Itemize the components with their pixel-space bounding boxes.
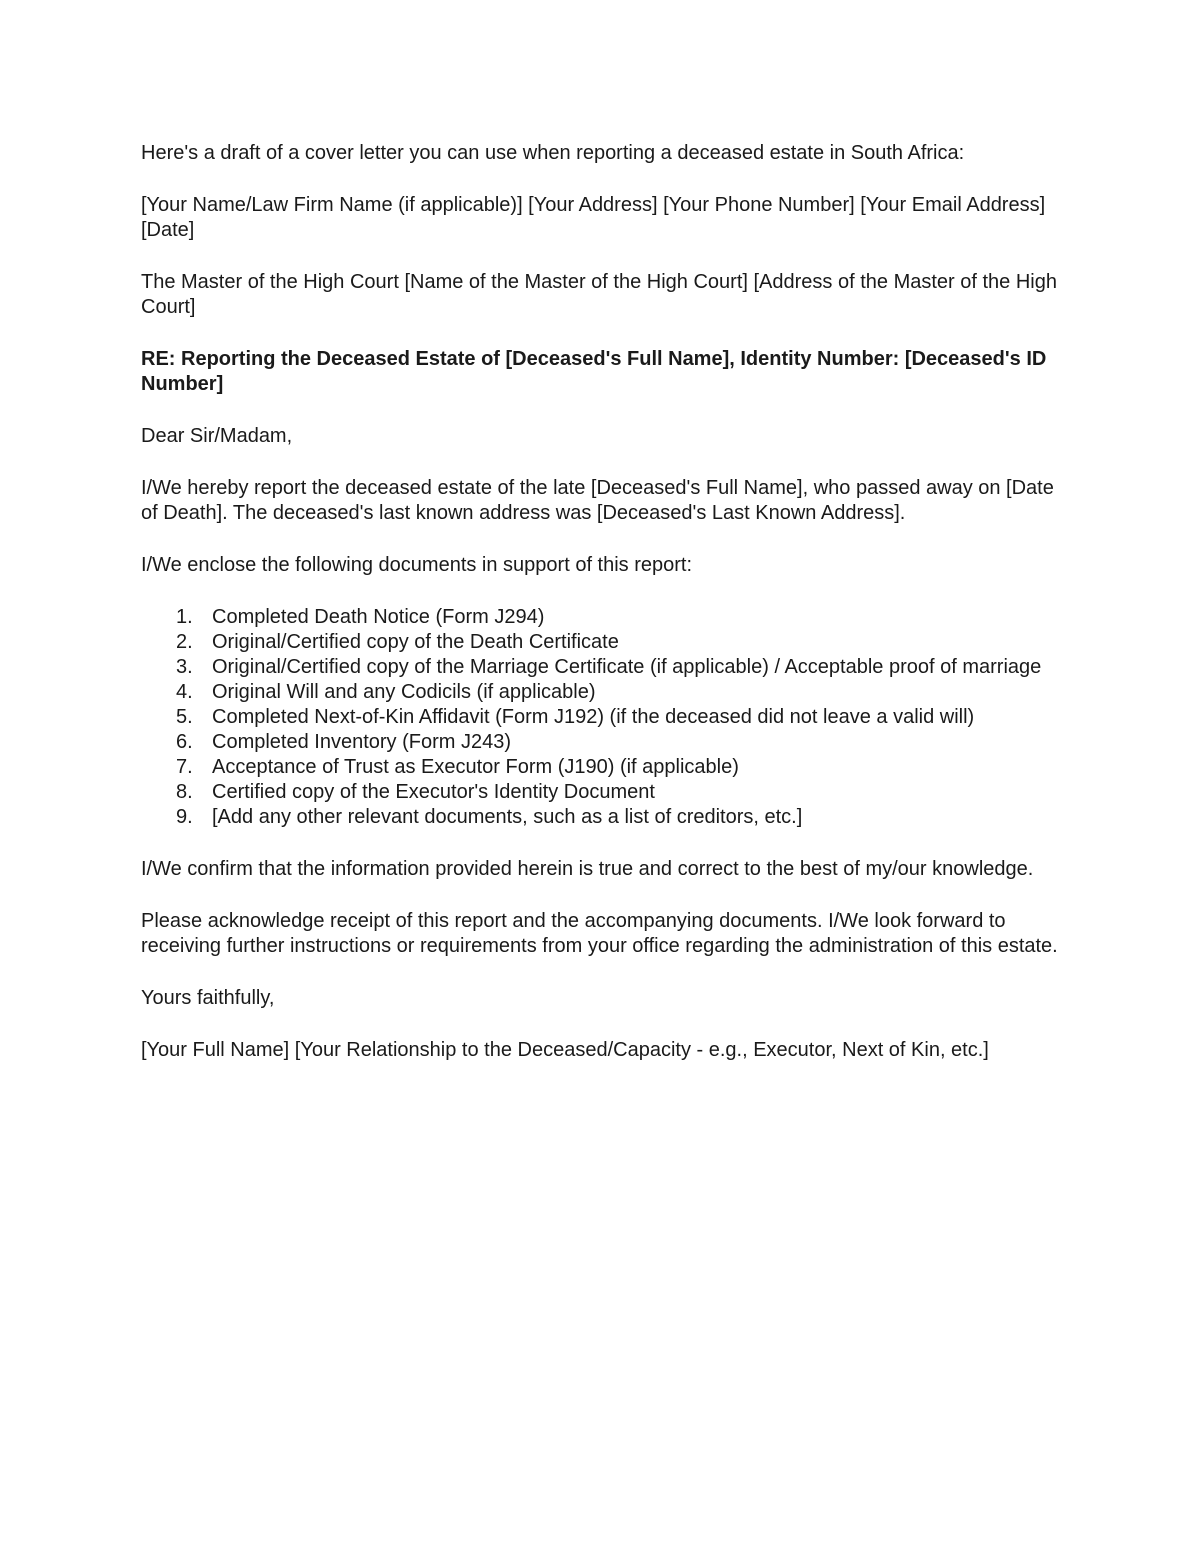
document-list — [141, 605, 1066, 830]
list-item-text: Certified copy of the Executor's Identity Document — [212, 781, 655, 803]
list-item-number: 8. — [176, 781, 193, 803]
letter-page — [141, 141, 1066, 1090]
list-item-number: 2. — [176, 631, 193, 653]
list-item — [141, 630, 1066, 655]
list-item — [141, 805, 1066, 830]
confirmation-paragraph: I/We confirm that the information provided herein is true and correct to the best of my/our knowledge. — [141, 858, 1034, 880]
list-item-number: 7. — [176, 756, 193, 778]
enclosure-intro: I/We enclose the following documents in support of this report: — [141, 554, 693, 576]
report-paragraph: I/We hereby report the deceased estate of the late [Deceased's Full Name], who passed away on [Date of Death]. The deceased's last known address was [Deceased's Last Known Address]. — [141, 477, 1054, 524]
list-item — [141, 705, 1066, 730]
list-item-number: 5. — [176, 706, 193, 728]
recipient-block: The Master of the High Court [Name of the Master of the High Court] [Address of the Master of the High Court] — [141, 271, 1057, 318]
list-item-number: 3. — [176, 656, 193, 678]
list-item — [141, 730, 1066, 755]
signature-block: [Your Full Name] [Your Relationship to the Deceased/Capacity - e.g., Executor, Next of Kin, etc.] — [141, 1039, 989, 1061]
list-item — [141, 680, 1066, 705]
intro-text: Here's a draft of a cover letter you can use when reporting a deceased estate in South Africa: — [141, 142, 965, 164]
sender-block: [Your Name/Law Firm Name (if applicable)] [Your Address] [Your Phone Number] [Your Email Address] [Date] — [141, 194, 1046, 241]
list-item-text: Completed Inventory (Form J243) — [212, 731, 512, 753]
list-item-text: [Add any other relevant documents, such as a list of creditors, etc.] — [212, 806, 803, 828]
list-item — [141, 605, 1066, 630]
list-item-text: Acceptance of Trust as Executor Form (J190) (if applicable) — [212, 756, 739, 778]
list-item — [141, 780, 1066, 805]
salutation: Dear Sir/Madam, — [141, 425, 293, 447]
list-item-number: 4. — [176, 681, 193, 703]
subject-line: RE: Reporting the Deceased Estate of [Deceased's Full Name], Identity Number: [Deceased's ID Number] — [141, 348, 1047, 395]
list-item-text: Completed Death Notice (Form J294) — [212, 606, 545, 628]
list-item-number: 6. — [176, 731, 193, 753]
acknowledge-paragraph: Please acknowledge receipt of this report and the accompanying documents. I/We look forward to receiving further instructions or requirements from your office regarding the administration of this estate. — [141, 910, 1058, 957]
list-item-text: Original Will and any Codicils (if applicable) — [212, 681, 596, 703]
list-item-text: Original/Certified copy of the Marriage Certificate (if applicable) / Acceptable proof of marriage — [212, 656, 1042, 678]
list-item-number: 9. — [176, 806, 193, 828]
list-item — [141, 755, 1066, 780]
closing-line: Yours faithfully, — [141, 987, 275, 1009]
list-item-number: 1. — [176, 606, 193, 628]
list-item-text: Original/Certified copy of the Death Certificate — [212, 631, 619, 653]
list-item-text: Completed Next-of-Kin Affidavit (Form J192) (if the deceased did not leave a valid will) — [212, 706, 975, 728]
list-item — [141, 655, 1066, 680]
